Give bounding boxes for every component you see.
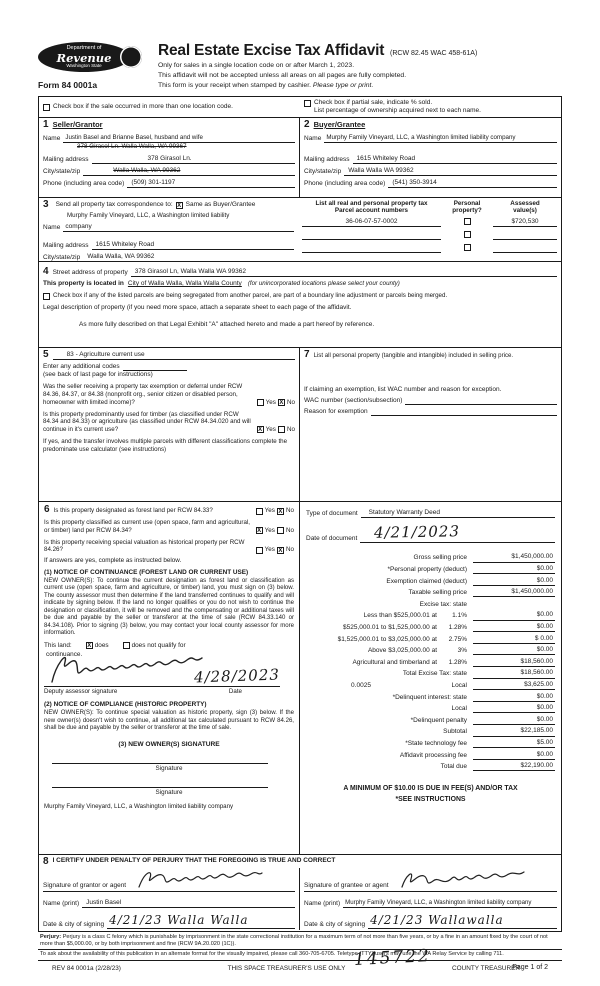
parcel-header-line1: List all real and personal property tax xyxy=(315,200,428,207)
parcel-row-2 xyxy=(302,227,557,240)
parcel-table xyxy=(300,200,557,259)
seller-name-value: Justin Basel and Brianne Basel, husband and wife xyxy=(63,134,295,143)
section-6-financial-band xyxy=(39,501,561,854)
deputy-assessor-signature xyxy=(46,646,206,688)
no-label: No xyxy=(285,526,294,534)
fin-row-total-excise-state: Total Excise Tax: state $18,560.00 xyxy=(402,669,553,678)
legal-description-label: Legal description of property (if you need more space, attach a separate sheet to each page of the affidavit. xyxy=(43,303,352,311)
seller-city-label: City/state/zip xyxy=(43,167,81,175)
notice-continuance-body: NEW OWNER(S): To continue the current designation as forest land or classification as current use (open space, farm and agriculture, or timber) land, you must sign on (3) below. The county assessor must then determine if the land transferred continues to qualify and will indicate by signing below. If the land no longer qualifies or you do not wish to continue the designation or classification, it will be removed and the compensating or additional taxes will be due and payable by the seller or transferor at the time of sale (RCW 84.33.140 or 84.34.108). Prior to signing (3) below, you may contact your local county assessor for more information. xyxy=(44,577,294,637)
pp-header-line1: Personal xyxy=(453,200,481,207)
additional-codes-label: Enter any additional codes xyxy=(43,363,120,370)
street-address-value: 378 Girasol Ln, Walla Walla WA 99362 xyxy=(131,268,557,277)
exemption-claim-note: If claiming an exemption, list WAC number and reason for exception. xyxy=(304,386,502,393)
form-header xyxy=(38,40,562,96)
grantee-certification xyxy=(300,868,561,930)
parcel-row-1 xyxy=(302,214,557,227)
yes-label: Yes xyxy=(264,526,275,534)
page-footer xyxy=(38,932,562,973)
does-not-label: does not qualify for xyxy=(131,641,186,649)
segregated-label: Check box if any of the listed parcels are being segregated from another parcel, are part of a boundary line adjustment or parcels being merged. xyxy=(53,292,448,300)
s5-q1-yes-checkbox[interactable] xyxy=(257,399,264,406)
section-5 xyxy=(39,348,300,501)
financial-column xyxy=(300,502,561,854)
s6-q2-no-checkbox[interactable] xyxy=(277,527,284,534)
assessed-value-3 xyxy=(493,245,557,253)
yes-label: Yes xyxy=(264,546,275,554)
fin-row-affidavit-processing-fee: Affidavit processing fee $0.00 xyxy=(399,750,553,759)
fin-row-total-due: Total due $22,190.00 xyxy=(440,762,553,771)
fin-row-local-rate: 0.0025 Local $3,625.00 xyxy=(351,681,553,689)
parcel-number-2 xyxy=(302,232,441,240)
predominate-use-note: If yes, and the transfer involves multiple parcels with different classifications complete the predominate use calculator (see instructions) xyxy=(43,437,288,453)
assessed-value-1: $720,530 xyxy=(493,218,557,227)
grantor-name-print-label: Name (print) xyxy=(43,899,80,907)
buyer-city-value: Walla Walla WA 99362 xyxy=(344,167,557,176)
personal-property-checkbox-2[interactable] xyxy=(464,231,471,238)
s5-q1-no-checkbox[interactable]: X xyxy=(279,400,284,407)
timber-agriculture-question: Is this property predominantly used for timber (as classified under RCW 84.34 and 84.33) or agriculture (as classified under RCW 84.34.020 and will continue in it's current use? xyxy=(43,410,251,433)
logo-dept-text: Department of xyxy=(66,45,102,51)
parties-band xyxy=(39,117,561,197)
header-note-1: Only for sales in a single location code on or after March 1, 2023. xyxy=(158,61,355,69)
grantee-date-city-label: Date & city of signing xyxy=(304,920,366,928)
see-instructions-note: *SEE INSTRUCTIONS xyxy=(395,795,466,803)
dor-logo-oval xyxy=(38,42,130,72)
notice-continuance-title: (1) NOTICE OF CONTINUANCE (FOREST LAND OR CURRENT USE) xyxy=(44,568,249,576)
tax-correspondence-block xyxy=(43,200,300,259)
form-title: Real Estate Excise Tax Affidavit xyxy=(158,42,385,59)
perjury-lead: Perjury: xyxy=(40,934,62,940)
s6-q2-yes-checkbox[interactable]: X xyxy=(257,528,262,535)
document-date-value: 4/21/2023 xyxy=(374,522,461,542)
s6-q1-no-checkbox[interactable]: X xyxy=(278,508,283,515)
buyer-heading: Buyer/Grantee xyxy=(313,120,366,129)
correspondence-name-wrap: company xyxy=(63,223,294,232)
deputy-date-label: Date xyxy=(228,687,242,695)
form-number: Form 84 0001a xyxy=(38,80,98,90)
fin-row-subtotal: Subtotal $22,185.00 xyxy=(443,727,553,736)
grantor-signature-label: Signature of grantor or agent xyxy=(43,881,127,889)
assessed-value-2 xyxy=(493,232,557,240)
fin-row-agricultural-timberland: Agricultural and timberland at 1.28% $18,560.00 xyxy=(352,657,553,666)
grantor-signature xyxy=(135,868,265,891)
no-label: No xyxy=(286,425,295,433)
seller-mailing-value: 378 Girasol Ln. xyxy=(92,155,295,164)
document-date-label: Date of document xyxy=(306,534,358,542)
fin-row-delinquent-interest-state: *Delinquent interest: state $0.00 xyxy=(392,692,553,701)
parcel-number-3 xyxy=(302,245,441,253)
exemption-reason-field[interactable] xyxy=(371,408,557,416)
header-note-3b: Please type or print. xyxy=(312,81,374,89)
additional-codes-field[interactable] xyxy=(123,363,187,371)
personal-property-header xyxy=(441,200,493,214)
exemption-deferral-question: Was the seller receiving a property tax exemption or deferral under RCW 84.36, 84.37, or 84.38 (nonprofit org., senior citizen or disabled person, homeowner with limited income)? xyxy=(43,383,243,406)
section-4-band xyxy=(39,261,561,347)
yes-label: Yes xyxy=(265,398,276,406)
wac-number-field[interactable] xyxy=(405,397,557,405)
new-owner-signature-line-1[interactable] xyxy=(52,763,268,764)
grantee-date-city-value: 4/21/23 Wallawalla xyxy=(368,913,557,929)
county-treasurer-label: COUNTY TREASURER xyxy=(452,965,520,973)
section-5-number: 5 xyxy=(43,349,49,360)
deputy-signature-date: 4/28/2023 xyxy=(193,665,281,687)
buyer-city-label: City/state/zip xyxy=(304,167,342,175)
grantee-name-print-label: Name (print) xyxy=(304,899,341,907)
current-use-question: Is this property classified as current use (open space, farm and agricultural, or timber) land per RCW 84.34? xyxy=(44,519,251,534)
seller-old-address-row xyxy=(43,143,295,152)
seller-phone-value: (509) 301-1197 xyxy=(127,179,295,188)
section-4-number: 4 xyxy=(43,266,49,277)
section-8-number: 8 xyxy=(43,855,49,867)
header-note-3a: This form is your receipt when stamped by cashier. xyxy=(158,81,311,89)
located-in-value: City of Walla Walla, Walla Walla County xyxy=(127,280,242,287)
new-owner-signature-title: (3) NEW OWNER(S) SIGNATURE xyxy=(118,740,220,748)
s6-q3-yes-checkbox[interactable] xyxy=(256,547,263,554)
segregated-checkbox[interactable] xyxy=(43,293,50,300)
partial-sale-label: Check box if partial sale, indicate % sold. xyxy=(314,99,433,106)
yes-label: Yes xyxy=(265,425,276,433)
correspondence-city-label: City/state/zip xyxy=(43,253,81,261)
perjury-body: Perjury is a class C felony which is punishable by imprisonment in the state correctional institution for a maximum term of not more than five years, or by a fine in an amount fixed by the court of not more than $5,000.00, or by both imprisonment and fine (RCW 9A.20.020 (1C)). xyxy=(40,934,548,947)
buyer-phone-value: (541) 350-3914 xyxy=(388,179,557,188)
correspondence-mailing-value: 1615 Whiteley Road xyxy=(92,241,294,250)
no-label: No xyxy=(285,546,294,554)
fin-row-delinquent-penalty: *Delinquent penalty $0.00 xyxy=(410,715,553,724)
fin-row-taxable-selling-price: Taxable selling price $1,450,000.00 xyxy=(408,588,553,597)
top-checkbox-band xyxy=(39,97,561,117)
seller-heading: Seller/Grantor xyxy=(52,120,103,129)
seller-mailing-label: Mailing address xyxy=(43,155,89,163)
fin-row-tier-3: $1,525,000.01 to $3,025,000.00 at 2.75% $ 0.00 xyxy=(337,634,553,643)
personal-property-intro: List all personal property (tangible and intangible) included in selling price. xyxy=(313,352,514,359)
section-3-band xyxy=(39,197,561,261)
yes-label: Yes xyxy=(264,507,275,515)
parcel-row-3 xyxy=(302,240,557,253)
av-header-line2: value(s) xyxy=(513,207,537,215)
dor-logo xyxy=(38,40,154,96)
form-body xyxy=(38,96,562,932)
partial-sale-row xyxy=(300,97,561,117)
forest-land-question: Is this property designated as forest land per RCW 84.33? xyxy=(53,507,213,515)
notice-compliance-title: (2) NOTICE OF COMPLIANCE (HISTORIC PROPERTY) xyxy=(44,701,207,709)
fin-row-exemption-claimed: Exemption claimed (deduct) $0.00 xyxy=(386,576,553,585)
section-2-buyer xyxy=(300,118,561,197)
personal-property-checkbox-3[interactable] xyxy=(464,244,471,251)
partial-sale-checkbox[interactable] xyxy=(304,100,311,107)
deputy-assessor-label: Deputy assessor signature xyxy=(44,687,118,695)
grantor-date-city-label: Date & city of signing xyxy=(43,920,105,928)
buyer-name-value: Murphy Family Vineyard, LLC, a Washington limited liability company xyxy=(324,134,557,143)
section-7-top xyxy=(300,348,561,501)
grantee-name-value: Murphy Family Vineyard, LLC, a Washington limited liability company xyxy=(343,900,557,908)
assessed-value-header xyxy=(493,200,557,214)
located-in-note: (for unincorporated locations please select your county) xyxy=(247,280,400,288)
s6-q3-no-checkbox[interactable]: X xyxy=(278,547,283,554)
state-seal-icon xyxy=(120,46,142,68)
page-number: Page 1 of 2 xyxy=(512,964,548,971)
section-6 xyxy=(39,502,300,854)
new-owner-name: Murphy Family Vineyard, LLC, a Washington limited liability company xyxy=(44,802,234,810)
logo-revenue-text: Revenue xyxy=(56,50,112,65)
fin-row-gross-selling-price: Gross selling price $1,450,000.00 xyxy=(413,553,553,562)
continuance-label: continuance. xyxy=(46,650,83,658)
parcel-header xyxy=(302,200,441,214)
grantee-signature xyxy=(398,868,528,891)
fin-row-tier-1: Less than $525,000.01 at 1.1% $0.00 xyxy=(363,611,553,620)
seller-old-address: 378 Girasol Ln. Walla Walla, WA 99367 xyxy=(77,143,187,150)
fin-row-excise-tax-state: Excise tax: state xyxy=(419,600,467,608)
same-as-buyer-label: Same as Buyer/Grantee xyxy=(185,200,256,208)
signature-label-1: Signature xyxy=(155,765,183,773)
exemption-reason-label: Reason for exemption xyxy=(304,408,368,416)
sections-5-7-band xyxy=(39,347,561,501)
av-header-line1: Assessed xyxy=(510,200,540,207)
does-label: does xyxy=(94,641,109,649)
section-6-number: 6 xyxy=(44,504,50,515)
treasurer-stamp-number: 145722 xyxy=(353,946,432,970)
seller-name-label: Name xyxy=(43,134,61,142)
s6-q1-yes-checkbox[interactable] xyxy=(256,508,263,515)
fin-row-delinquent-interest-local: Local $0.00 xyxy=(451,704,553,713)
new-owner-signature-line-2[interactable] xyxy=(52,787,268,788)
if-answers-note: If answers are yes, complete as instructed below. xyxy=(44,557,182,564)
grantor-name-value: Justin Basel xyxy=(82,899,295,908)
no-label: No xyxy=(286,398,295,406)
accessibility-notice: To ask about the availability of this publication in an alternate format for the visually impaired, please call 360-705-6705. Teletype (TTY) users may use the WA Relay Service by calling 711. xyxy=(38,950,562,961)
pp-header-line2: property? xyxy=(452,207,482,215)
header-note-3 xyxy=(158,82,477,90)
excise-tax-table xyxy=(306,551,555,771)
historic-property-question: Is this property receiving special valuation as historical property per RCW 84.26? xyxy=(44,538,245,554)
title-block xyxy=(154,40,477,96)
multi-location-row xyxy=(39,97,300,117)
land-use-code-value: 83 - Agriculture current use xyxy=(53,351,295,360)
s5-q2-yes-checkbox[interactable]: X xyxy=(258,427,263,434)
land-does-qualify-checkbox[interactable]: X xyxy=(87,643,92,650)
this-land-label: This land: xyxy=(44,641,72,649)
notice-compliance-body: NEW OWNER(S): To continue special valuation as historic property, sign (3) below. If the new owner(s) doesn't wish to continue, all additional tax calculated pursuant to RCW 84.26, shall be due and payable by the seller or transferor at the time of sale. xyxy=(44,710,294,732)
section-7-number: 7 xyxy=(304,349,310,360)
buyer-phone-label: Phone (including area code) xyxy=(304,179,386,187)
document-type-value: Statutory Warranty Deed xyxy=(361,509,555,518)
s5-q2-no-checkbox[interactable] xyxy=(278,426,285,433)
legal-description-value: As more fully described on that Legal Exhibit "A" attached hereto and made a part hereof by reference. xyxy=(79,321,375,328)
rcw-reference: (RCW 82.45 WAC 458-61A) xyxy=(390,50,478,57)
correspondence-city-value: Walla Walla, WA 99362 xyxy=(83,253,294,262)
logo-state-text: Washington State xyxy=(66,63,102,69)
personal-property-checkbox-1[interactable] xyxy=(464,218,471,225)
section-2-number: 2 xyxy=(304,119,310,130)
buyer-name-label: Name xyxy=(304,134,322,142)
minimum-due-note: A MINIMUM OF $10.00 IS DUE IN FEE(S) AND/OR TAX xyxy=(343,785,518,793)
seller-city-value: Walla Walla, WA 99362 xyxy=(83,167,295,176)
section-3-number: 3 xyxy=(43,199,49,210)
parcel-number-1: 36-06-07-57-0002 xyxy=(302,218,441,227)
treasurer-space-label: THIS SPACE TREASURER'S USE ONLY xyxy=(227,965,346,973)
correspondence-name-line: Murphy Family Vineyard, LLC, a Washington limited liability xyxy=(67,212,230,219)
certification-statement: I CERTIFY UNDER PENALTY OF PERJURY THAT THE FOREGOING IS TRUE AND CORRECT xyxy=(52,857,336,865)
section-1-number: 1 xyxy=(43,119,49,130)
section-8-band xyxy=(39,854,561,931)
correspondence-mailing-label: Mailing address xyxy=(43,241,89,249)
fin-row-tier-2: $525,000.01 to $1,525,000.00 at 1.28% $0.00 xyxy=(343,623,553,632)
correspondence-name-label: Name xyxy=(43,223,61,231)
perjury-notice xyxy=(38,933,562,950)
wac-number-label: WAC number (section/subsection) xyxy=(304,397,403,405)
deputy-signature-block xyxy=(44,660,294,686)
partial-sale-sub-label: List percentage of ownership acquired next to each name. xyxy=(314,107,481,115)
section-1-seller xyxy=(39,118,300,197)
grantee-signature-label: Signature of grantee or agent xyxy=(304,881,389,889)
grantor-signature-field[interactable] xyxy=(129,868,295,891)
send-correspondence-label: Send all property tax correspondence to: xyxy=(55,200,173,208)
seller-phone-label: Phone (including area code) xyxy=(43,179,125,187)
fin-row-personal-property-deduct: *Personal property (deduct) $0.00 xyxy=(387,565,553,574)
fin-row-tier-4: Above $3,025,000.00 at 3% $0.00 xyxy=(367,646,553,655)
rev-number: REV 84 0001a (2/28/23) xyxy=(52,965,121,973)
fin-row-state-technology-fee: *State technology fee $5.00 xyxy=(405,738,553,747)
located-in-label: This property is located in xyxy=(43,280,124,287)
street-address-label: Street address of property xyxy=(52,268,128,276)
see-back-note: (see back of last page for instructions) xyxy=(43,371,153,379)
grantor-certification xyxy=(39,868,300,930)
signature-label-2: Signature xyxy=(155,789,183,797)
header-note-2: This affidavit will not be accepted unless all areas on all pages are fully completed. xyxy=(158,71,407,79)
document-type-label: Type of document xyxy=(306,509,358,517)
no-label: No xyxy=(285,507,294,515)
buyer-mailing-label: Mailing address xyxy=(304,155,350,163)
buyer-mailing-value: 1615 Whiteley Road xyxy=(353,155,557,164)
multi-location-label: Check box if the sale occurred in more than one location code. xyxy=(53,102,233,110)
parcel-header-line2: Parcel account numbers xyxy=(334,207,409,215)
grantee-signature-field[interactable] xyxy=(392,868,557,891)
grantor-date-city-value: 4/21/23 Walla Walla xyxy=(107,913,295,929)
multi-location-checkbox[interactable] xyxy=(43,104,50,111)
same-as-buyer-checkbox[interactable]: X xyxy=(177,202,182,209)
